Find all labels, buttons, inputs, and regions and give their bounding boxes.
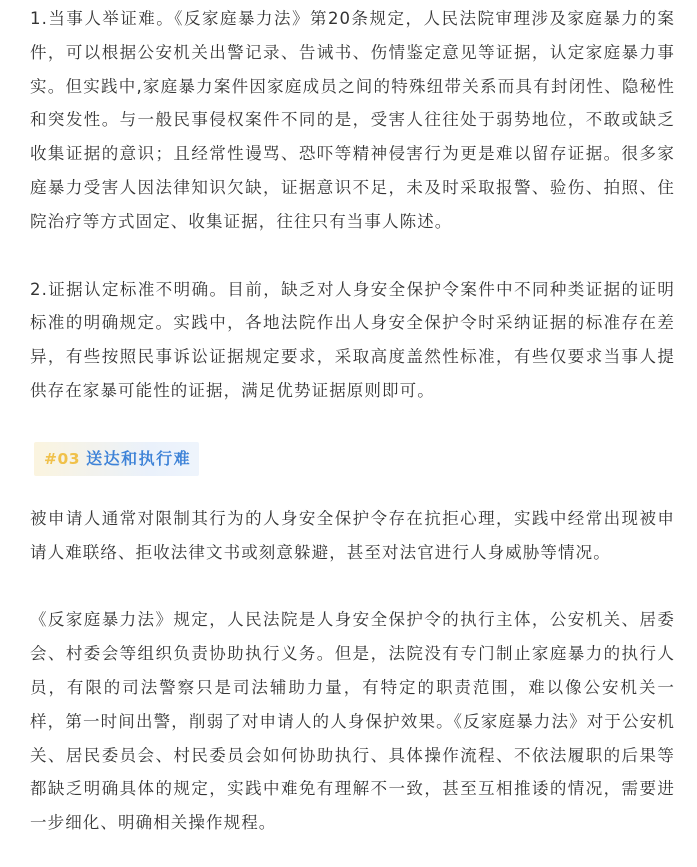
section-number: #03: [44, 449, 81, 468]
paragraph-respondent-resistance: 被申请人通常对限制其行为的人身安全保护令存在抗拒心理，实践中经常出现被申请人难联络、拒收法律文书或刻意躲避，甚至对法官进行人身威胁等情况。: [30, 508, 675, 562]
article-body: [30, 0, 675, 840]
section-title: 送达和执行难: [86, 448, 192, 468]
paragraph-evidence-standard: 2.证据认定标准不明确。目前，缺乏对人身安全保护令案件中不同种类证据的证明标准的明确规定。实践中，各地法院作出人身安全保护令时采纳证据的标准存在差异，有些按照民事诉讼证据规定要求，采取高度盖然性标准，有些仅要求当事人提供存在家暴可能性的证据，满足优势证据原则即可。: [30, 279, 675, 400]
paragraph-enforcement: 《反家庭暴力法》规定，人民法院是人身安全保护令的执行主体，公安机关、居委会、村委会等组织负责协助执行义务。但是，法院没有专门制止家庭暴力的执行人员，有限的司法警察只是司法辅助力量，有特定的职责范围，难以像公安机关一样，第一时间出警，削弱了对申请人的人身保护效果。《反家庭暴力法》对于公安机关、居民委员会、村民委员会如何协助执行、具体操作流程、不依法履职的后果等都缺乏明确具体的规定，实践中难免有理解不一致，甚至互相推诿的情况，需要进一步细化、明确相关操作规程。: [30, 610, 675, 833]
section-heading: [34, 442, 199, 476]
paragraph-evidence-difficulty: 1.当事人举证难。《反家庭暴力法》第20条规定，人民法院审理涉及家庭暴力的案件，可以根据公安机关出警记录、告诫书、伤情鉴定意见等证据，认定家庭暴力事实。但实践中,家庭暴力案件因家庭成员之间的特殊纽带关系而具有封闭性、隐秘性和突发性。与一般民事侵权案件不同的是，受害人往往处于弱势地位，不敢或缺乏收集证据的意识；且经常性谩骂、恐吓等精神侵害行为更是难以留存证据。很多家庭暴力受害人因法律知识欠缺，证据意识不足，未及时采取报警、验伤、拍照、住院治疗等方式固定、收集证据，往往只有当事人陈述。: [30, 9, 675, 231]
